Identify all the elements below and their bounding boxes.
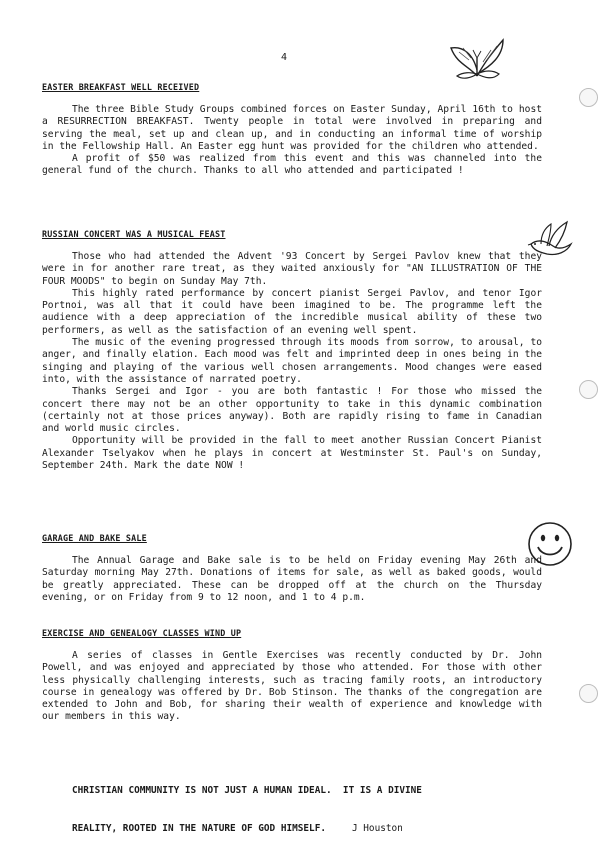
- binder-hole-top: [579, 88, 598, 107]
- paragraph: Those who had attended the Advent '93 Concert by Sergei Pavlov knew that they were in for another rare treat, as they waited anxiously for "AN ILLUSTRATION OF THE FOUR MOODS" to begin on Sunday May 7th.: [42, 251, 542, 287]
- section-body: [42, 555, 542, 604]
- paragraph: Opportunity will be provided in the fall to meet another Russian Concert Pianist Alexander Tselyakov when he plays in concert at Westminster St. Paul's on Sunday, September 24th. Mark the date NOW !: [42, 435, 542, 472]
- paragraph: The Annual Garage and Bake sale is to be held on Friday evening May 26th and Saturday morning May 27th. Donations of items for sale, as well as baked goods, would be greatly appreciated. These can be dropped off at the church on the Thursday evening, or on Friday from 9 to 12 noon, and 1 to 4 p.m.: [42, 555, 542, 603]
- butterfly-icon: [447, 36, 507, 82]
- binder-hole-bottom: [579, 684, 598, 703]
- section-heading: EASTER BREAKFAST WELL RECEIVED: [42, 82, 200, 92]
- paragraph: A profit of $50 was realized from this event and this was channeled into the general fund of the church. Thanks to all who attended and participated !: [42, 153, 542, 177]
- paragraph: This highly rated performance by concert pianist Sergei Pavlov, and tenor Igor Portnoi, was all that it could have been imagined to be. The programme left the audience with a deep appreciation of the incredible musical ability of these two performers, as well as the satisfaction of an evening well spent.: [42, 287, 542, 336]
- closing-quote: [72, 760, 422, 848]
- paragraph: Thanks Sergei and Igor - you are both fantastic ! For those who missed the concert there may not be an other opportunity to take in this dynamic combination (certainly not at those prices anyway). Both are rapidly rising to fame in Canadian and world music circles.: [42, 386, 542, 435]
- paragraph: The music of the evening progressed through its moods from sorrow, to arousal, to anger, and finally elation. Each mood was felt and imprinted deep in ones being in the singing and playing of the various well chosen arrangements. Mood changes were eased into, with the assistance of narrated poetry.: [42, 337, 542, 385]
- section-heading: GARAGE AND BAKE SALE: [42, 533, 147, 543]
- section-body: [42, 251, 542, 472]
- quote-author: J Houston: [352, 822, 403, 834]
- quote-line: REALITY, ROOTED IN THE NATURE OF GOD HIMSELF.: [72, 822, 326, 834]
- section-body: [42, 650, 542, 724]
- section-body: [42, 104, 542, 178]
- section-heading: EXERCISE AND GENEALOGY CLASSES WIND UP: [42, 628, 242, 638]
- page-number: 4: [281, 52, 288, 63]
- paragraph: A series of classes in Gentle Exercises was recently conducted by Dr. John Powell, and was enjoyed and appreciated by those who attended. For those with other less physically challenging interests, such as tracing family roots, an introductory course in genealogy was offered by Dr. Bob Stinson. The thanks of the congregation are extended to John and Bob, for sharing their wealth of experience and knowledge with our members in this way.: [42, 650, 542, 723]
- quote-line: CHRISTIAN COMMUNITY IS NOT JUST A HUMAN IDEAL. IT IS A DIVINE: [72, 785, 422, 796]
- binder-hole-middle: [579, 380, 598, 399]
- paragraph: The three Bible Study Groups combined forces on Easter Sunday, April 16th to host a RESURRECTION BREAKFAST. Twenty people in total were involved in preparing and serving the meal, set up and clean up, and in conducting an informal time of worship in the Fellowship Hall. An Easter egg hunt was provided for the children who attended.: [42, 104, 542, 152]
- section-heading: RUSSIAN CONCERT WAS A MUSICAL FEAST: [42, 229, 226, 239]
